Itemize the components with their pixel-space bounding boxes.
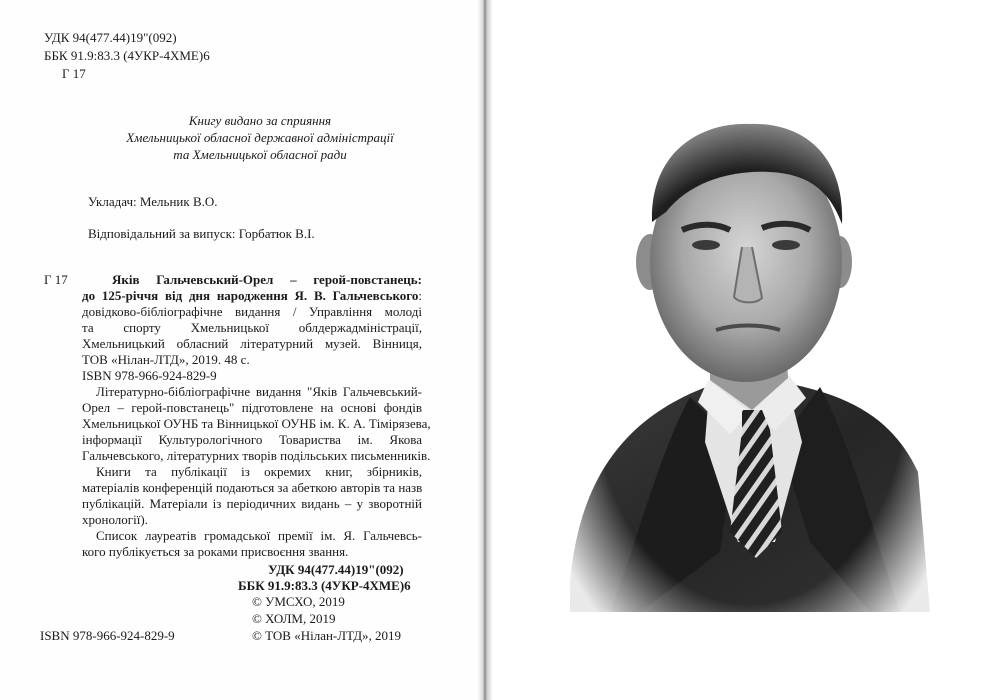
bib-subtitle: до 125-річчя від дня народження Я. В. Гальчевського	[82, 288, 419, 303]
annotation-line: Хмельницької ОУНБ та Вінницької ОУНБ ім. К. А. Тімірязева,	[82, 416, 431, 431]
sponsor-line: та Хмельницької обласної ради	[173, 147, 347, 162]
bbk-code-bold: ББК 91.9:83.3 (4УКР-4ХМЕ)6	[238, 578, 411, 593]
bib-title-line: Яків Гальчевський-Орел – герой-повстанець:	[112, 272, 422, 287]
compiler: Укладач: Мельник В.О.	[88, 194, 218, 209]
udk-code: УДК 94(477.44)19"(092)	[44, 30, 177, 45]
bib-title-line-2	[82, 288, 422, 304]
annotation-line: кого публікується за роками присвоєння звання.	[82, 544, 349, 559]
annotation-line: Гальчевського, літературних творів подільських письменників.	[82, 448, 431, 463]
bib-desc-line: довідково-бібліографічне видання / Управління молоді	[82, 304, 422, 319]
annotation-line: інформації Культурологічного Товариства ім. Якова	[82, 432, 422, 447]
frontispiece-page	[492, 0, 988, 700]
annotation-line: Книги та публікації із окремих книг, збірників,	[96, 464, 422, 479]
annotation-line: публікацій. Матеріали із періодичних видань – у зворотній	[82, 496, 422, 511]
annotation-line: Список лауреатів громадської премії ім. Я. Гальчевсь-	[96, 528, 422, 543]
bib-author-mark: Г 17	[44, 272, 68, 287]
sponsor-line: Хмельницької обласної державної адміністрації	[126, 130, 394, 145]
annotation-line: матеріалів конференцій подаються за абеткою авторів та назв	[82, 480, 423, 495]
sponsor-line: Книгу видано за сприяння	[188, 113, 332, 128]
portrait-photo	[570, 112, 930, 612]
responsible-editor: Відповідальний за випуск: Горбатюк В.І.	[88, 226, 315, 241]
bib-isbn: ISBN 978-966-924-829-9	[82, 368, 217, 383]
book-gutter	[478, 0, 492, 700]
author-mark: Г 17	[62, 66, 86, 81]
bib-colon: :	[418, 288, 422, 303]
bib-desc-line: Хмельницький обласний літературний музей. Вінниця,	[82, 336, 422, 351]
annotation-line: Орел – герой-повстанець" підготовлене на основі фондів	[82, 400, 422, 415]
copyright-line: © УМСХО, 2019	[252, 594, 345, 609]
annotation-line: хронології).	[82, 512, 148, 527]
udk-code-bold: УДК 94(477.44)19"(092)	[268, 562, 404, 577]
bibliographic-record	[82, 272, 431, 560]
isbn-bottom: ISBN 978-966-924-829-9	[40, 628, 175, 643]
bib-desc-line: ТОВ «Нілан-ЛТД», 2019. 48 с.	[82, 352, 250, 367]
annotation-line: Літературно-бібліографічне видання "Яків Гальчевський-	[96, 384, 422, 399]
bbk-code: ББК 91.9:83.3 (4УКР-4ХМЕ)6	[44, 48, 210, 63]
copyright-line: © ТОВ «Нілан-ЛТД», 2019	[252, 628, 402, 643]
copyright-line: © ХОЛМ, 2019	[252, 611, 336, 626]
imprint-page	[0, 0, 478, 700]
bib-desc-line: та спорту Хмельницької облдержадміністрації,	[82, 320, 422, 335]
